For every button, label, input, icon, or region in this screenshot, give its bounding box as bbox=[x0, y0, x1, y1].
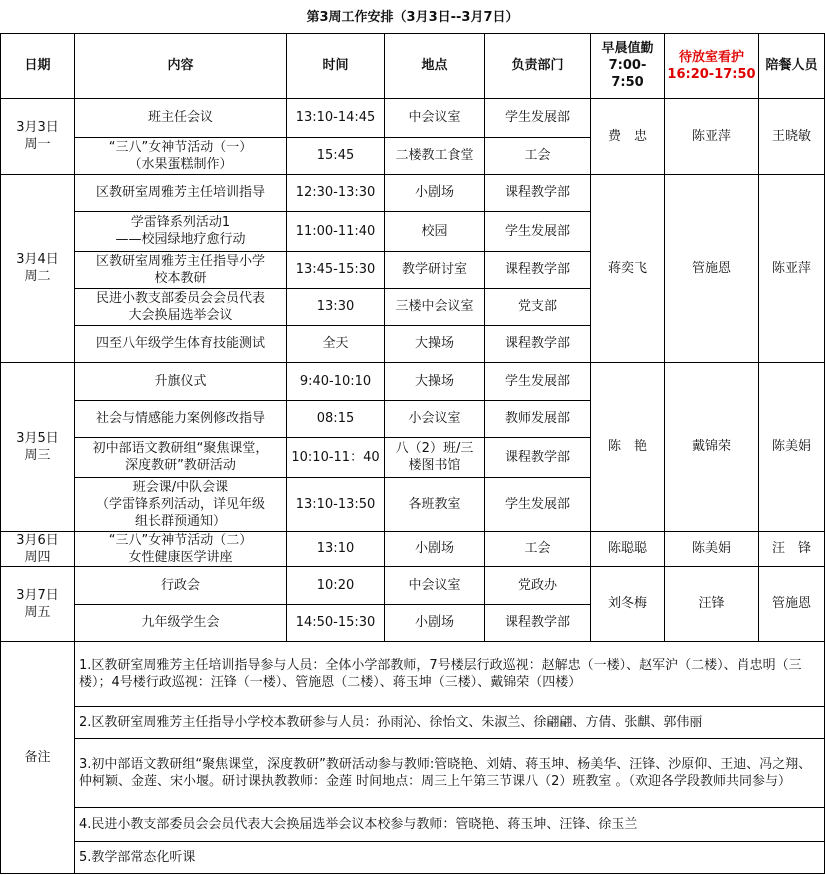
event-dept: 课程教学部 bbox=[485, 174, 591, 211]
schedule-row bbox=[1, 174, 825, 211]
schedule-row bbox=[1, 362, 825, 400]
event-time: 10:10-11：40 bbox=[287, 437, 385, 477]
event-content: 区教研室周雅芳主任指导小学 校本教研 bbox=[75, 251, 287, 288]
note-text: 3.初中部语文教研组“聚焦课堂，深度教研”教研活动参与教师:管晓艳、刘婧、蒋玉坤、杨美华、汪锋、沙原仰、王迪、冯之翔、仲柯颖、金莲、宋小堰。研讨课执教教师：金莲 时间地点：周三上午第三节课八（2）班教室 。（欢迎各学段教师共同参与） bbox=[75, 738, 825, 807]
note-row bbox=[1, 706, 825, 738]
event-place: 二楼教工食堂 bbox=[385, 137, 485, 174]
day-weekday: 周五 bbox=[24, 604, 51, 620]
event-dept: 课程教学部 bbox=[485, 604, 591, 641]
note-text: 1.区教研室周雅芳主任培训指导参与人员：全体小学部教师，7号楼层行政巡视：赵解忠（一楼）、赵军沪（二楼）、肖忠明（三楼）；4号楼行政巡视：汪锋（一楼）、管施恩（二楼）、蒋玉坤（三楼）、戴锦荣（四楼） bbox=[75, 641, 825, 706]
event-dept: 课程教学部 bbox=[485, 325, 591, 362]
morning-duty-person: 费 忠 bbox=[591, 98, 665, 174]
event-dept: 学生发展部 bbox=[485, 477, 591, 531]
day-weekday: 周三 bbox=[24, 447, 51, 463]
event-dept: 教师发展部 bbox=[485, 400, 591, 437]
event-dept: 工会 bbox=[485, 531, 591, 566]
morning-duty-person: 陈 艳 bbox=[591, 362, 665, 531]
event-dept: 课程教学部 bbox=[485, 437, 591, 477]
event-time: 9:40-10:10 bbox=[287, 362, 385, 400]
event-time: 14:50-15:30 bbox=[287, 604, 385, 641]
event-dept: 学生发展部 bbox=[485, 98, 591, 137]
event-content: 升旗仪式 bbox=[75, 362, 287, 400]
schedule-table bbox=[0, 2, 825, 874]
event-place: 大操场 bbox=[385, 325, 485, 362]
event-content: 社会与情感能力案例修改指导 bbox=[75, 400, 287, 437]
event-place: 中会议室 bbox=[385, 566, 485, 604]
event-place: 八（2）班/三 楼图书馆 bbox=[385, 437, 485, 477]
days-body bbox=[1, 98, 825, 641]
event-content: 班会课/中队会课 （学雷锋系列活动，详见年级 组长群预通知） bbox=[75, 477, 287, 531]
event-time: 10:20 bbox=[287, 566, 385, 604]
event-place: 小会议室 bbox=[385, 400, 485, 437]
note-row bbox=[1, 641, 825, 706]
page-title: 第3周工作安排（3月3日--3月7日） bbox=[1, 2, 825, 33]
header-dept: 负责部门 bbox=[485, 33, 591, 98]
event-dept: 学生发展部 bbox=[485, 211, 591, 251]
event-place: 小剧场 bbox=[385, 531, 485, 566]
day-date: 3月6日 bbox=[16, 532, 59, 548]
event-place: 教学研讨室 bbox=[385, 251, 485, 288]
header-place: 地点 bbox=[385, 33, 485, 98]
event-place: 各班教室 bbox=[385, 477, 485, 531]
event-dept: 党政办 bbox=[485, 566, 591, 604]
event-place: 校园 bbox=[385, 211, 485, 251]
event-time: 13:30 bbox=[287, 288, 385, 325]
day-date-cell bbox=[1, 566, 75, 641]
afterschool-care-person: 管施恩 bbox=[665, 174, 759, 362]
day-date-cell bbox=[1, 531, 75, 566]
meal-companion-person: 王晓敏 bbox=[759, 98, 825, 174]
header-afterschool bbox=[665, 33, 759, 98]
event-content: 行政会 bbox=[75, 566, 287, 604]
header-afterschool-label: 待放室看护 bbox=[678, 49, 744, 65]
header-morning-duty-time: 7:00-7:50 bbox=[608, 58, 647, 90]
day-date-cell bbox=[1, 362, 75, 531]
event-dept: 课程教学部 bbox=[485, 251, 591, 288]
afterschool-care-person: 陈亚萍 bbox=[665, 98, 759, 174]
header-afterschool-time: 16:20-17:50 bbox=[667, 66, 756, 82]
afterschool-care-person: 汪锋 bbox=[665, 566, 759, 641]
header-morning-duty-label: 早晨值勤 bbox=[601, 41, 654, 56]
event-content: 四至八年级学生体育技能测试 bbox=[75, 325, 287, 362]
day-weekday: 周一 bbox=[24, 137, 51, 152]
event-time: 13:10 bbox=[287, 531, 385, 566]
event-content: 班主任会议 bbox=[75, 98, 287, 137]
header-content: 内容 bbox=[75, 33, 287, 98]
header-date: 日期 bbox=[1, 33, 75, 98]
schedule-row bbox=[1, 531, 825, 566]
meal-companion-person: 陈亚萍 bbox=[759, 174, 825, 362]
day-date-cell bbox=[1, 98, 75, 174]
note-text: 4.民进小教支部委员会会员代表大会换届选举会议本校参与教师：管晓艳、蒋玉坤、汪锋、徐玉兰 bbox=[75, 807, 825, 841]
meal-companion-person: 汪 锋 bbox=[759, 531, 825, 566]
event-content: 学雷锋系列活动1 ——校园绿地疗愈行动 bbox=[75, 211, 287, 251]
note-row bbox=[1, 738, 825, 807]
event-dept: 工会 bbox=[485, 137, 591, 174]
event-dept: 党支部 bbox=[485, 288, 591, 325]
notes-label: 备注 bbox=[1, 641, 75, 873]
event-dept: 学生发展部 bbox=[485, 362, 591, 400]
event-place: 三楼中会议室 bbox=[385, 288, 485, 325]
event-content: 初中部语文教研组“聚焦课堂， 深度教研”教研活动 bbox=[75, 437, 287, 477]
header-morning-duty bbox=[591, 33, 665, 98]
event-place: 小剧场 bbox=[385, 604, 485, 641]
event-place: 小剧场 bbox=[385, 174, 485, 211]
day-date: 3月7日 bbox=[16, 587, 59, 603]
event-place: 中会议室 bbox=[385, 98, 485, 137]
event-content: 区教研室周雅芳主任培训指导 bbox=[75, 174, 287, 211]
note-row bbox=[1, 841, 825, 873]
event-time: 全天 bbox=[287, 325, 385, 362]
note-text: 5.教学部常态化听课 bbox=[75, 841, 825, 873]
day-date: 3月4日 bbox=[16, 252, 59, 267]
day-date: 3月5日 bbox=[16, 430, 59, 446]
note-row bbox=[1, 807, 825, 841]
day-date-cell bbox=[1, 174, 75, 362]
meal-companion-person: 管施恩 bbox=[759, 566, 825, 641]
event-content: “三八”女神节活动（二） 女性健康医学讲座 bbox=[75, 531, 287, 566]
event-place: 大操场 bbox=[385, 362, 485, 400]
event-time: 13:45-15:30 bbox=[287, 251, 385, 288]
event-time: 13:10-14:45 bbox=[287, 98, 385, 137]
schedule-row bbox=[1, 98, 825, 137]
event-time: 15:45 bbox=[287, 137, 385, 174]
day-weekday: 周四 bbox=[24, 549, 51, 565]
event-time: 08:15 bbox=[287, 400, 385, 437]
morning-duty-person: 陈聪聪 bbox=[591, 531, 665, 566]
header-meal: 陪餐人员 bbox=[759, 33, 825, 98]
notes-body bbox=[1, 641, 825, 873]
morning-duty-person: 刘冬梅 bbox=[591, 566, 665, 641]
event-time: 12:30-13:30 bbox=[287, 174, 385, 211]
note-text: 2.区教研室周雅芳主任指导小学校本教研参与人员：孙雨沁、徐怡文、朱淑兰、徐翩翩、方倩、张麒、郭伟丽 bbox=[75, 706, 825, 738]
event-content: 民进小教支部委员会会员代表 大会换届选举会议 bbox=[75, 288, 287, 325]
afterschool-care-person: 陈美娟 bbox=[665, 531, 759, 566]
schedule-row bbox=[1, 566, 825, 604]
meal-companion-person: 陈美娟 bbox=[759, 362, 825, 531]
event-time: 11:00-11:40 bbox=[287, 211, 385, 251]
event-content: “三八”女神节活动（一） （水果蛋糕制作） bbox=[75, 137, 287, 174]
event-time: 13:10-13:50 bbox=[287, 477, 385, 531]
day-weekday: 周二 bbox=[24, 269, 51, 284]
header-time: 时间 bbox=[287, 33, 385, 98]
afterschool-care-person: 戴锦荣 bbox=[665, 362, 759, 531]
event-content: 九年级学生会 bbox=[75, 604, 287, 641]
day-date: 3月3日 bbox=[16, 120, 59, 135]
morning-duty-person: 蒋奕飞 bbox=[591, 174, 665, 362]
